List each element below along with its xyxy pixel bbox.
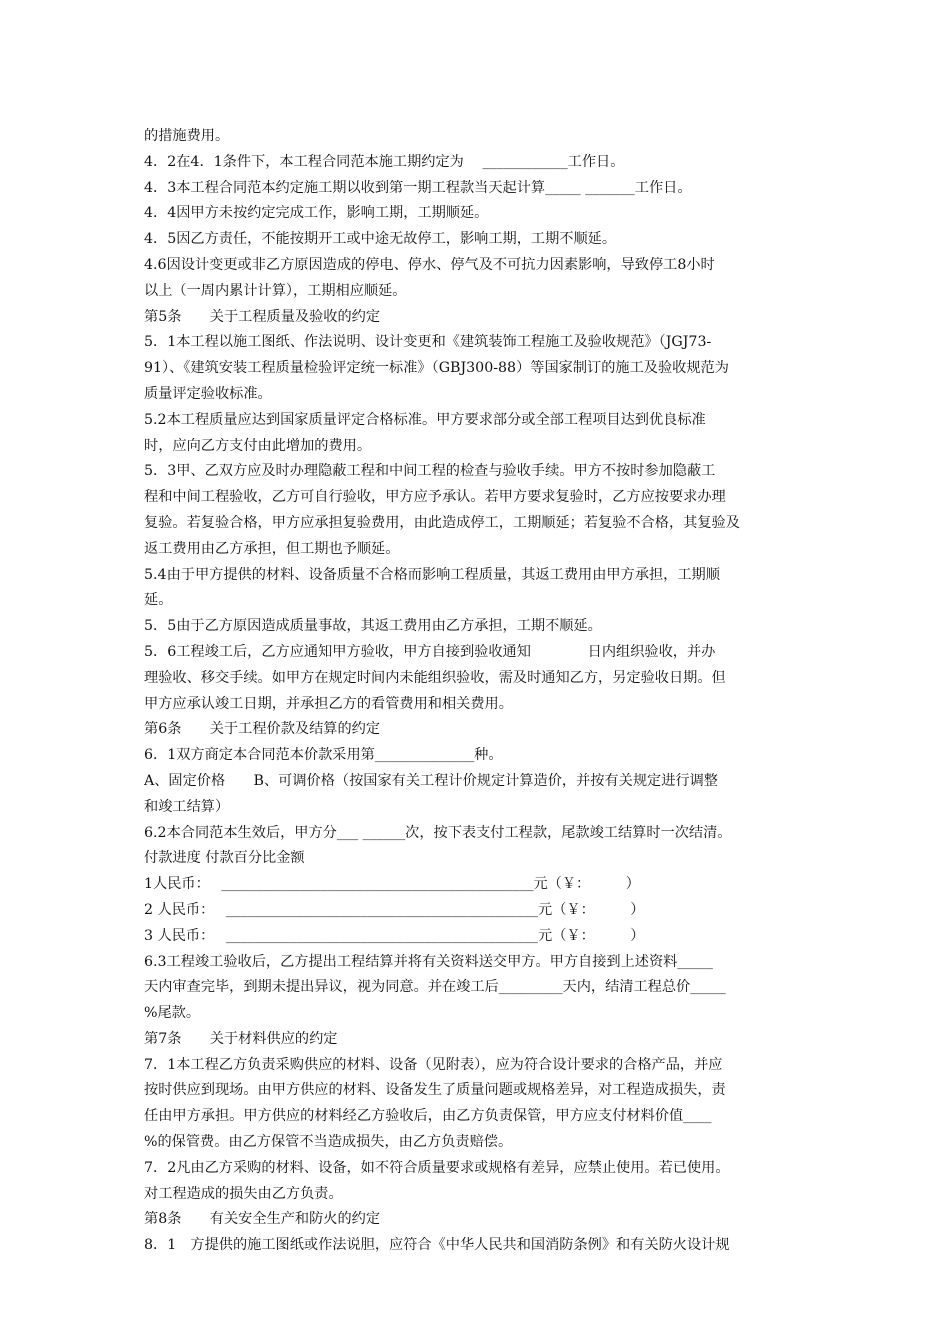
payment-row: 3 人民币： ____________________________________________元（￥： ） xyxy=(144,927,645,944)
section-heading: 8．1 方提供的施工图纸或作法说胆，应符合《中华人民共和国消防条例》和有关防火设计规 xyxy=(144,1237,730,1254)
text-line: 天内审查完毕，到期未提出异议，视为同意。并在竣工后_________天内，结清工程总价_____ xyxy=(144,979,726,996)
text-line: 6.3工程竣工验收后，乙方提出工程结算并将有关资料送交甲方。甲方自接到上述资料_____ xyxy=(144,953,713,970)
text-line: 复验。若复验合格，甲方应承担复验费用，由此造成停工，工期顺延；若复验不合格，其复验及 xyxy=(144,514,740,531)
payment-table-header: 付款进度 付款百分比金额 xyxy=(144,850,305,867)
text-line: 91）、《建筑安装工程质量检验评定统一标准》（GBJ300-88）等国家制订的施工及验收规范为 xyxy=(144,360,729,377)
text-line: 返工费用由乙方承担，但工期也予顺延。 xyxy=(144,540,400,557)
payment-row: 1人民币： ____________________________________________元（￥： ） xyxy=(144,876,640,893)
section-heading: 第5条 关于工程质量及验收的约定 xyxy=(144,308,381,325)
text-line: 质量评定验收标准。 xyxy=(144,385,272,402)
text-line: 第8条 有关安全生产和防火的约定 xyxy=(144,1211,381,1228)
text-line: A、固定价格 B、可调价格（按国家有关工程计价规定计算造价，并按有关规定进行调整 xyxy=(144,772,718,789)
section-heading: 第7条 关于材料供应的约定 xyxy=(144,1030,338,1047)
text-line: 时，应向乙方支付由此增加的费用。 xyxy=(144,437,372,454)
text-line: 4．3本工程合同范本约定施工期以收到第一期工程款当天起计算_____ _______工作日。 xyxy=(144,179,692,196)
text-line: 理验收、移交手续。如甲方在规定时间内未能组织验收，需及时通知乙方，另定验收日期。但 xyxy=(144,669,726,686)
text-line: 和竣工结算） xyxy=(144,798,230,815)
text-line: 4．4因甲方未按约定完成工作，影响工期，工期顺延。 xyxy=(144,205,489,222)
text-line: 5．3甲、乙双方应及时办理隐蔽工程和中间工程的检查与验收手续。甲方不按时参加隐蔽工 xyxy=(144,463,716,480)
text-line: 7．1本工程乙方负责采购供应的材料、设备（见附表），应为符合设计要求的合格产品，并应 xyxy=(144,1056,723,1073)
text-line: 6.2本合同范本生效后，甲方分___ ______次，按下表支付工程款，尾款竣工结算时一次结清。 xyxy=(144,824,732,841)
text-line: 5．6工程竣工后，乙方应通知甲方验收，甲方自接到验收通知 日内组织验收，并办 xyxy=(144,643,716,660)
contract-text xyxy=(144,124,810,1259)
text-line: 的措施费用。 xyxy=(144,128,230,144)
text-line: 5.2本工程质量应达到国家质量评定合格标准。甲方要求部分或全部工程项目达到优良标准 xyxy=(144,411,706,428)
text-line: 4．2在4．1条件下，本工程合同范本施工期约定为 ____________工作日。 xyxy=(144,153,625,170)
payment-row: 2 人民币： ____________________________________________元（￥： ） xyxy=(144,901,645,918)
text-line: %尾款。 xyxy=(144,1005,201,1022)
text-line: 5．1本工程以施工图纸、作法说明、设计变更和《建筑装饰工程施工及验收规范》（JGJ73- xyxy=(144,334,712,351)
text-line: 6．1双方商定本合同范本价款采用第______________种。 xyxy=(144,747,503,764)
text-line: 4．5因乙方责任，不能按期开工或中途无故停工，影响工期，工期不顺延。 xyxy=(144,231,617,248)
text-line: 按时供应到现场。由甲方供应的材料、设备发生了质量问题或规格差异，对工程造成损失，责 xyxy=(144,1082,726,1099)
section-heading: 第6条 关于工程价款及结算的约定 xyxy=(144,721,381,738)
text-line: 7．2凡由乙方采购的材料、设备，如不符合质量要求或规格有差异，应禁止使用。若已使用。 xyxy=(144,1159,730,1176)
text-line: %的保管费。由乙方保管不当造成损失，由乙方负责赔偿。 xyxy=(144,1134,513,1151)
text-line: 延。 xyxy=(144,592,173,609)
text-line: 4.6因设计变更或非乙方原因造成的停电、停水、停气及不可抗力因素影响，导致停工8小时 xyxy=(144,256,715,273)
text-line: 对工程造成的损失由乙方负责。 xyxy=(144,1185,343,1202)
text-line: 程和中间工程验收，乙方可自行验收，甲方应予承认。若甲方要求复验时，乙方应按要求办理 xyxy=(144,489,726,506)
text-line: 甲方应承认竣工日期，并承担乙方的看管费用和相关费用。 xyxy=(144,695,513,712)
text-line: 5.4由于甲方提供的材料、设备质量不合格而影响工程质量，其返工费用由甲方承担，工期顺 xyxy=(144,566,720,583)
text-line: 5．5由于乙方原因造成质量事故，其返工费用由乙方承担，工期不顺延。 xyxy=(144,618,602,635)
text-line: 任由甲方承担。甲方供应的材料经乙方验收后，由乙方负责保管，甲方应支付材料价值____ xyxy=(144,1108,712,1125)
text-line: 以上（一周内累计计算），工期相应顺延。 xyxy=(144,282,407,299)
